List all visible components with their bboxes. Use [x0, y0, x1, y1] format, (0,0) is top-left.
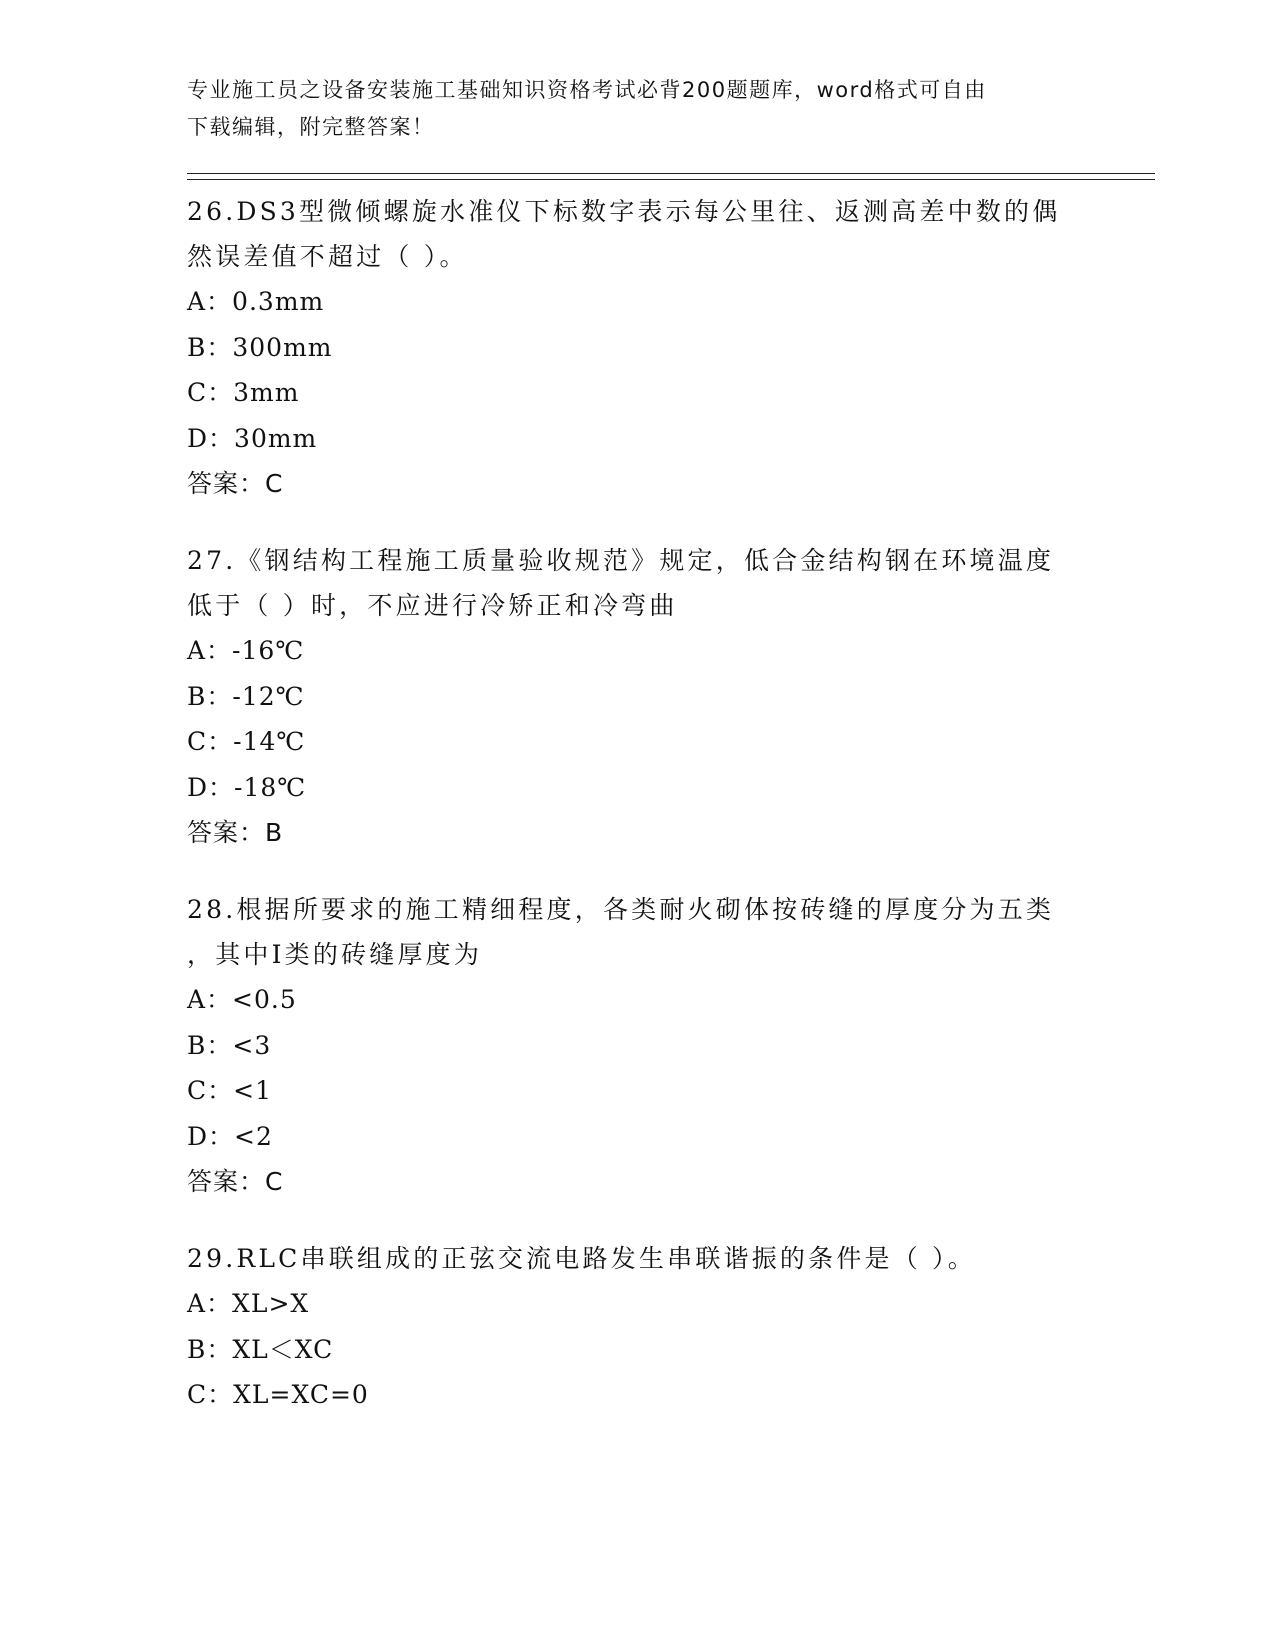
question-29: [187, 1236, 1087, 1418]
option-a: A：-16℃: [187, 636, 305, 665]
option-c: C：XL=XC=0: [187, 1380, 369, 1409]
question-27: [187, 538, 1087, 855]
option-b: B：300mm: [187, 332, 333, 362]
header-line-1: 专业施工员之设备安装施工基础知识资格考试必背200题题库，word格式可自由: [187, 78, 987, 102]
header-divider-top: [187, 173, 1155, 174]
question-stem-line-2: 低于（ ）时，不应进行冷矫正和冷弯曲: [187, 591, 678, 620]
header-line-2: 下载编辑，附完整答案！: [187, 115, 435, 139]
question-stem-line-2: 然误差值不超过（ ）。: [187, 242, 468, 271]
option-a: A：<0.5: [187, 985, 297, 1014]
question-stem-line-1: 27.《钢结构工程施工质量验收规范》规定，低合金结构钢在环境温度: [187, 546, 1055, 575]
header-divider-bottom: [187, 179, 1155, 180]
option-b: B：-12℃: [187, 681, 305, 711]
option-b: B：XL＜XC: [187, 1334, 334, 1364]
option-a: A：0.3mm: [187, 287, 325, 316]
document-header: [187, 72, 1067, 146]
option-c: C：-14℃: [187, 727, 306, 756]
question-stem-line-1: 29.RLC串联组成的正弦交流电路发生串联谐振的条件是（ ）。: [187, 1244, 976, 1273]
question-26: [187, 189, 1087, 506]
option-c: C：<1: [187, 1076, 272, 1105]
option-d: D：<2: [187, 1121, 273, 1151]
option-c: C：3mm: [187, 378, 300, 407]
question-stem-line-1: 26.DS3型微倾螺旋水准仪下标数字表示每公里往、返测高差中数的偶: [187, 197, 1061, 226]
question-stem-line-1: 28.根据所要求的施工精细程度，各类耐火砌体按砖缝的厚度分为五类: [187, 895, 1055, 924]
question-stem-line-2: ，其中Ⅰ类的砖缝厚度为: [187, 940, 483, 969]
option-d: D：-18℃: [187, 772, 307, 802]
option-b: B：<3: [187, 1030, 272, 1060]
question-28: [187, 887, 1087, 1204]
answer-line: 答案：B: [187, 818, 284, 847]
answer-line: 答案：C: [187, 469, 284, 498]
option-d: D：30mm: [187, 423, 318, 453]
answer-line: 答案：C: [187, 1167, 284, 1196]
option-a: A：XL>X: [187, 1289, 310, 1318]
question-list: [187, 189, 1087, 1450]
